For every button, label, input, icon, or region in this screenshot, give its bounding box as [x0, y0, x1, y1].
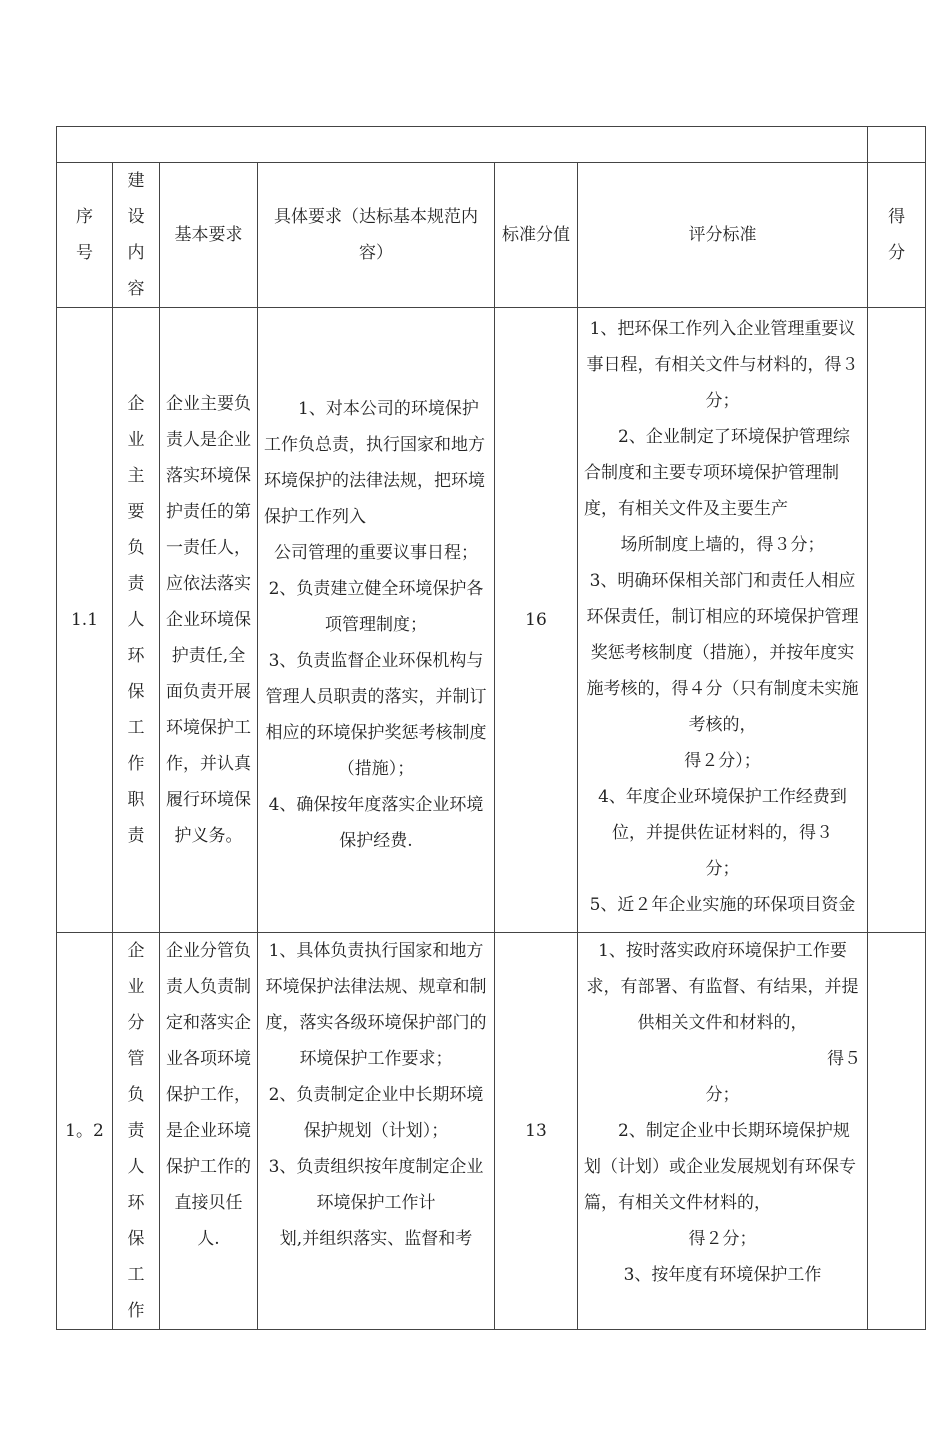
- row-content: 企业主要负责人环保工作职责: [113, 308, 160, 933]
- row-score: 13: [495, 933, 578, 1330]
- header-criteria: 评分标准: [578, 163, 868, 308]
- row-score: 16: [495, 308, 578, 933]
- row-criteria: 1、把环保工作列入企业管理重要议事日程，有相关文件与材料的，得３分； 2、企业制定了环境保护管理综合制度和主要专项环境保护管理制度，有相关文件及主要生产 场所制度上墙的，得３分； 3、明确环保相关部门和责任人相应环保责任，制订相应的环境保护管理奖惩考核制度（措施），并按年度实施考核的，得４分（只有制度未实施考核的， 得２分）； 4、年度企业环境保护工作经费到位，并提供佐证材料的，得３ 分； 5、近２年企业实施的环保项目资金: [578, 308, 868, 933]
- top-right-cell: [868, 127, 926, 163]
- row-seq: 1.1: [57, 308, 113, 933]
- row-got: [868, 308, 926, 933]
- header-row: [57, 163, 926, 308]
- row-content: 企业分管负责人环保工作: [113, 933, 160, 1330]
- row-basic: 企业分管负责人负责制定和落实企业各项环境保护工作，是企业环境保护工作的直接贝任人.: [160, 933, 258, 1330]
- header-content: 建设内容: [113, 163, 160, 308]
- top-merged-cell: [57, 127, 868, 163]
- header-got: 得分: [868, 163, 926, 308]
- row-got: [868, 933, 926, 1330]
- header-seq: 序号: [57, 163, 113, 308]
- row-specific: 1、具体负责执行国家和地方环境保护法律法规、规章和制度，落实各级环境保护部门的环境保护工作要求； 2、负责制定企业中长期环境保护规划（计划）； 3、负责组织按年度制定企业环境保护工作计 划,并组织落实、监督和考: [258, 933, 495, 1330]
- table-row: [57, 308, 926, 933]
- row-seq: 1。2: [57, 933, 113, 1330]
- row-specific: 1、对本公司的环境保护工作负总责，执行国家和地方环境保护的法律法规，把环境保护工作列入 公司管理的重要议事日程； 2、负责建立健全环境保护各项管理制度； 3、负责监督企业环保机构与管理人员职责的落实，并制订相应的环境保护奖惩考核制度（措施）； 4、确保按年度落实企业环境保护经费.: [258, 308, 495, 933]
- row-criteria: 1、按时落实政府环境保护工作要求，有部署、有监督、有结果，并提供相关文件和材料的， 得５ 分； 2、制定企业中长期环境保护规划（计划）或企业发展规划有环保专篇，有相关文件材料的， 得２分； 3、按年度有环境保护工作: [578, 933, 868, 1330]
- table-row: [57, 933, 926, 1330]
- evaluation-table: [56, 126, 926, 1330]
- header-specific: 具体要求（达标基本规范内容）: [258, 163, 495, 308]
- header-score: 标准分值: [495, 163, 578, 308]
- table-top-row: [57, 127, 926, 163]
- row-basic: 企业主要负责人是企业落实环境保护责任的第一责任人，应依法落实企业环境保护责任,全面负责开展环境保护工作，并认真履行环境保护义务。: [160, 308, 258, 933]
- header-basic: 基本要求: [160, 163, 258, 308]
